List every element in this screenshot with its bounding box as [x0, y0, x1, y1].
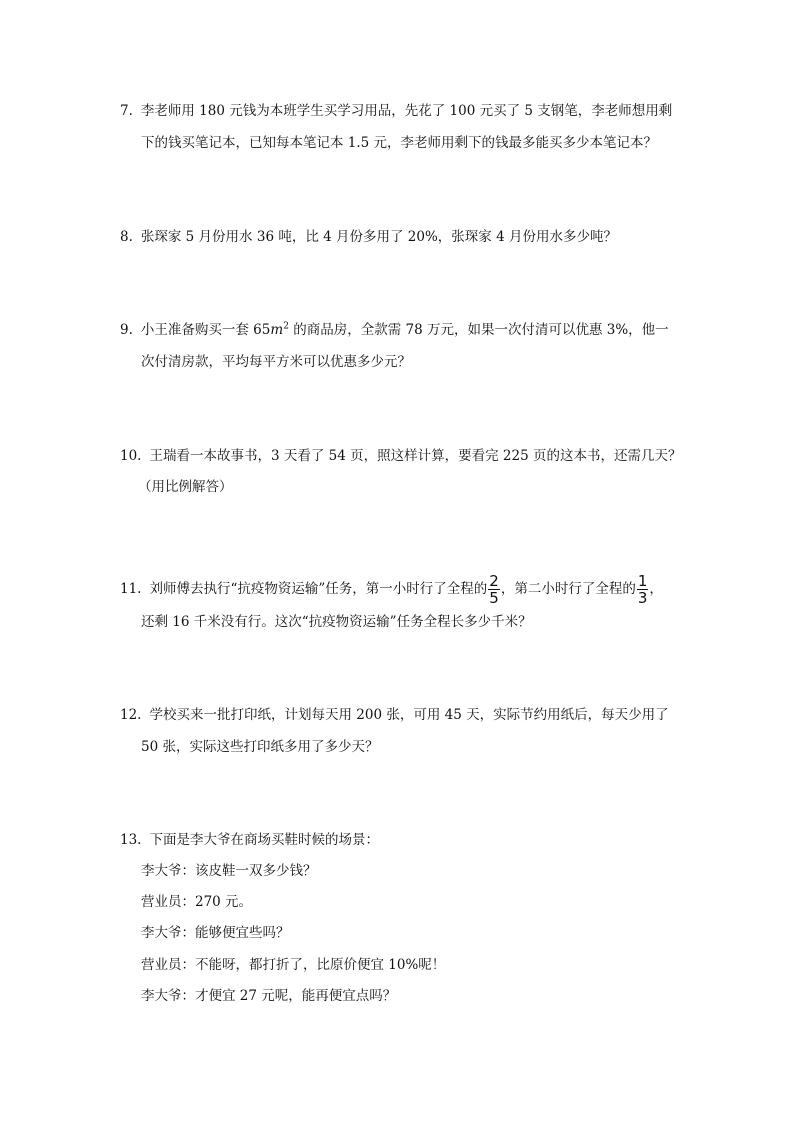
question-9-number: 9. [120, 322, 133, 338]
question-10-line-2: （用比例解答） [138, 479, 233, 495]
question-11-line-1 [120, 571, 663, 607]
fraction-two-fifths [488, 573, 500, 606]
dialogue-line: 营业员：270 元。 [141, 894, 253, 910]
question-10-number: 10. [120, 448, 142, 464]
area-unit-exponent: 2 [283, 321, 289, 332]
question-9-line-2: 次付清房款，平均每平方米可以优惠多少元？ [141, 354, 411, 370]
question-11-text-1a: 刘师傅去执行“抗疫物资运输”任务，第一小时行了全程的 [149, 581, 488, 597]
dialogue-line: 李大爷：该皮鞋一双多少钱？ [141, 863, 317, 879]
dialogue-line: 李大爷：能够便宜些吗？ [141, 925, 290, 941]
question-11-line-2: 还剩 16 千米没有行。这次“抗疫物资运输”任务全程长多少千米？ [141, 614, 532, 630]
question-8-text-1: 张琛家 5 月份用水 36 吨，比 4 月份多用了 20%，张琛家 4 月份用水多少吨？ [140, 229, 617, 245]
question-9-line-1 [120, 320, 669, 340]
fraction-1-denominator: 5 [489, 589, 499, 607]
fraction-one-third [637, 573, 649, 606]
question-7-text-1: 李老师用 180 元钱为本班学生买学习用品，先花了 100 元买了 5 支钢笔，李老师想用剩 [140, 103, 673, 119]
question-10-text-1: 王瑞看一本故事书，3 天看了 54 页，照这样计算，要看完 225 页的这本书，还需几天？ [149, 448, 682, 464]
question-7-number: 7. [120, 103, 133, 119]
fraction-2-numerator: 1 [637, 572, 648, 590]
question-7-line-1 [120, 101, 672, 121]
question-11-text-1c: ， [649, 581, 663, 597]
question-13-intro: 下面是李大爷在商场买鞋时候的场景： [149, 832, 379, 848]
question-11-text-1b: ，第二小时行了全程的 [500, 581, 636, 597]
question-7-line-2: 下的钱买笔记本，已知每本笔记本 1.5 元，李老师用剩下的钱最多能买多少本笔记本？ [141, 135, 658, 151]
question-12-line-1 [120, 705, 669, 725]
question-9-text-1a: 小王准备购买一套 65 [140, 322, 271, 338]
question-12-line-2: 50 张，实际这些打印纸多用了多少天？ [141, 739, 379, 755]
dialogue-line: 营业员：不能呀，都打折了，比原价便宜 10%呢！ [141, 957, 446, 973]
question-8-line-1 [120, 227, 617, 247]
question-12-text-1: 学校买来一批打印纸，计划每天用 200 张，可用 45 天，实际节约用纸后，每天少用了 [149, 707, 669, 723]
area-unit: m [270, 322, 284, 338]
question-11-number: 11. [120, 581, 142, 597]
question-10-line-1 [120, 446, 681, 466]
question-9-text-1b: 的商品房，全款需 78 万元，如果一次付清可以优惠 3%，他一 [288, 322, 669, 338]
question-13-line-1 [120, 830, 379, 850]
fraction-2-denominator: 3 [637, 589, 648, 607]
question-13-number: 13. [120, 832, 142, 848]
dialogue-line: 李大爷：才便宜 27 元呢，能再便宜点吗？ [141, 988, 397, 1004]
question-8-number: 8. [120, 229, 133, 245]
question-12-number: 12. [120, 707, 142, 723]
fraction-1-numerator: 2 [489, 572, 499, 590]
